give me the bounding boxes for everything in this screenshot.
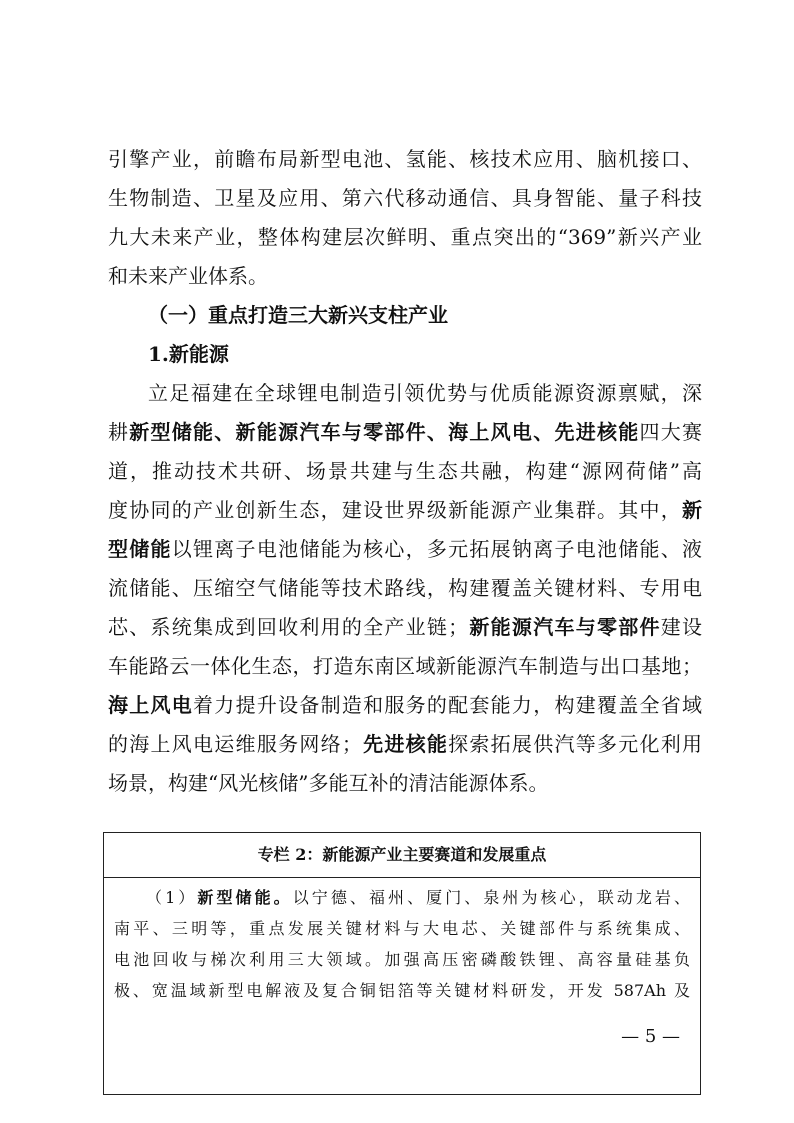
bold-tracks: 新型储能、新能源汽车与零部件、海上风电、先进核能	[129, 420, 640, 444]
box-line-1: （1）新型储能。以宁德、福州、厦门、泉州为核心，联动龙岩、	[146, 888, 690, 907]
new-energy-line-4: 度协同的产业创新生态，建设世界级新能源产业集群。其中，新	[108, 498, 702, 522]
new-energy-line-7: 芯、系统集成到回收利用的全产业链；新能源汽车与零部件建设	[108, 615, 703, 639]
subsection-heading: 1.新能源	[148, 342, 229, 366]
new-energy-line-10: 的海上风电运维服务网络；先进核能探索拓展供汽等多元化利用	[108, 732, 703, 756]
new-energy-line-3: 道，推动技术共研、场景共建与生态共融，构建“源网荷储”高	[108, 459, 702, 483]
page-number: — 5 —	[621, 1026, 680, 1047]
new-energy-line-6: 流储能、压缩空气储能等技术路线，构建覆盖关键材料、专用电	[108, 576, 702, 600]
box-text	[104, 878, 700, 1006]
box-line-3: 电池回收与梯次利用三大领域。加强高压密磷酸铁锂、高容量硅基负	[114, 950, 690, 969]
new-energy-line-8: 车能路云一体化生态，打造东南区域新能源汽车制造与出口基地；	[108, 654, 702, 678]
section-heading: （一）重点打造三大新兴支柱产业	[148, 303, 448, 327]
body-text	[108, 140, 702, 803]
new-energy-line-2: 耕新型储能、新能源汽车与零部件、海上风电、先进核能四大赛	[108, 420, 703, 444]
new-energy-line-5: 型储能以锂离子电池储能为核心，多元拓展钠离子电池储能、液	[108, 537, 703, 561]
new-energy-line-1: 立足福建在全球锂电制造引领优势与优质能源资源禀赋，深	[148, 381, 702, 405]
intro-line-4: 和未来产业体系。	[108, 264, 268, 288]
new-energy-line-11: 场景，构建“风光核储”多能互补的清洁能源体系。	[108, 771, 549, 795]
box-line-2: 南平、三明等，重点发展关键材料与大电芯、关键部件与系统集成、	[114, 919, 690, 938]
new-energy-line-9: 海上风电着力提升设备制造和服务的配套能力，构建覆盖全省域	[108, 693, 703, 717]
box-line-4: 极、宽温域新型电解液及复合铜铝箔等关键材料研发，开发 587Ah 及	[114, 981, 690, 1000]
box-title: 专栏 2：新能源产业主要赛道和发展重点	[104, 833, 700, 878]
column-box	[103, 832, 701, 1095]
intro-line-2: 生物制造、卫星及应用、第六代移动通信、具身智能、量子科技	[108, 186, 702, 210]
intro-line-1: 引擎产业，前瞻布局新型电池、氢能、核技术应用、脑机接口、	[108, 147, 702, 171]
intro-line-3: 九大未来产业，整体构建层次鲜明、重点突出的“369”新兴产业	[108, 225, 702, 249]
